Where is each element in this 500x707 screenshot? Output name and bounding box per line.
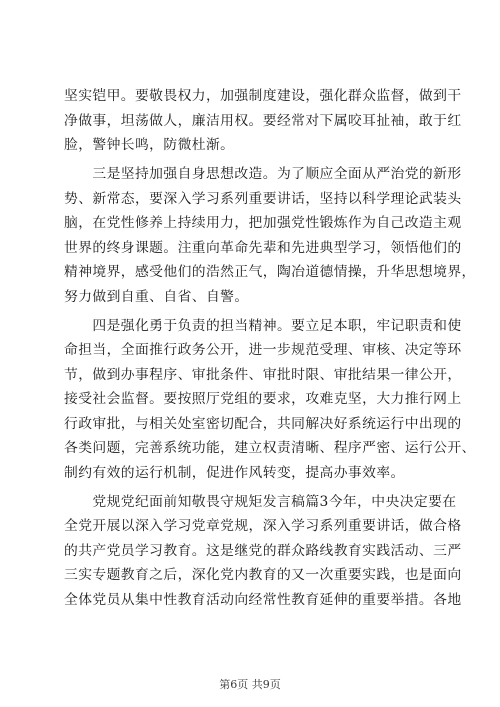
text-line: 党规党纪面前知敬畏守规矩发言稿篇3今年，中央决定要在 [64, 493, 457, 510]
document-body [64, 84, 476, 617]
text-line: 节，做到办事程序、审批条件、审批时限、审批结果一律公开， [64, 366, 462, 383]
text-line: 世界的终身课题。注重向革命先辈和先进典型学习，领悟他们的 [64, 239, 462, 256]
text-line: 坚实铠甲。要敬畏权力，加强制度建设，强化群众监督，做到干 [64, 88, 462, 104]
text-line: 各类问题，完善系统功能，建立权责清晰、程序严密、运行公开、 [64, 440, 476, 457]
text-line: 全体党员从集中性教育活动向经常性教育延伸的重要举措。各地 [64, 591, 462, 608]
paragraph [64, 490, 462, 613]
text-line: 精神境界，感受他们的浩然正气，陶冶道德情操，升华思想境界， [64, 264, 476, 281]
text-line: 的共产党员学习教育。这是继党的群众路线教育实践活动、三严 [64, 542, 462, 559]
text-line: 三实专题教育之后，深化党内教育的又一次重要实践，也是面向 [64, 567, 462, 584]
paragraph [64, 84, 462, 158]
text-line: 接受社会监督。要按照厅党组的要求，攻难克坚，大力推行网上 [64, 391, 462, 408]
text-line: 势、新常态，要深入学习系列重要讲话，坚持以科学理论武装头 [64, 190, 462, 207]
text-line: 脑，在党性修养上持续用力，把加强党性锻炼作为自己改造主观 [64, 215, 462, 232]
paragraph [64, 314, 476, 486]
text-line: 全党开展以深入学习党章党规，深入学习系列重要讲话，做合格 [64, 518, 462, 535]
text-line: 脸，警钟长鸣，防微杜渐。 [64, 137, 235, 153]
text-line: 三是坚持加强自身思想改造。为了顺应全面从严治党的新形 [64, 166, 462, 183]
text-line: 行政审批，与相关处室密切配合，共同解决好系统运行中出现的 [64, 415, 462, 432]
text-line: 努力做到自重、自省、自警。 [64, 288, 249, 305]
text-line: 四是强化勇于负责的担当精神。要立足本职，牢记职责和使 [64, 317, 462, 334]
text-line: 制约有效的运行机制，促进作风转变，提高办事效率。 [64, 464, 405, 481]
text-line: 净做事，坦荡做人，廉洁用权。要经常对下属咬耳扯袖，敢于红 [64, 112, 462, 129]
paragraph [64, 162, 476, 309]
page-footer: 第6页 共9页 [219, 678, 281, 691]
text-line: 命担当，全面推行政务公开，进一步规范受理、审核、决定等环 [64, 342, 462, 359]
